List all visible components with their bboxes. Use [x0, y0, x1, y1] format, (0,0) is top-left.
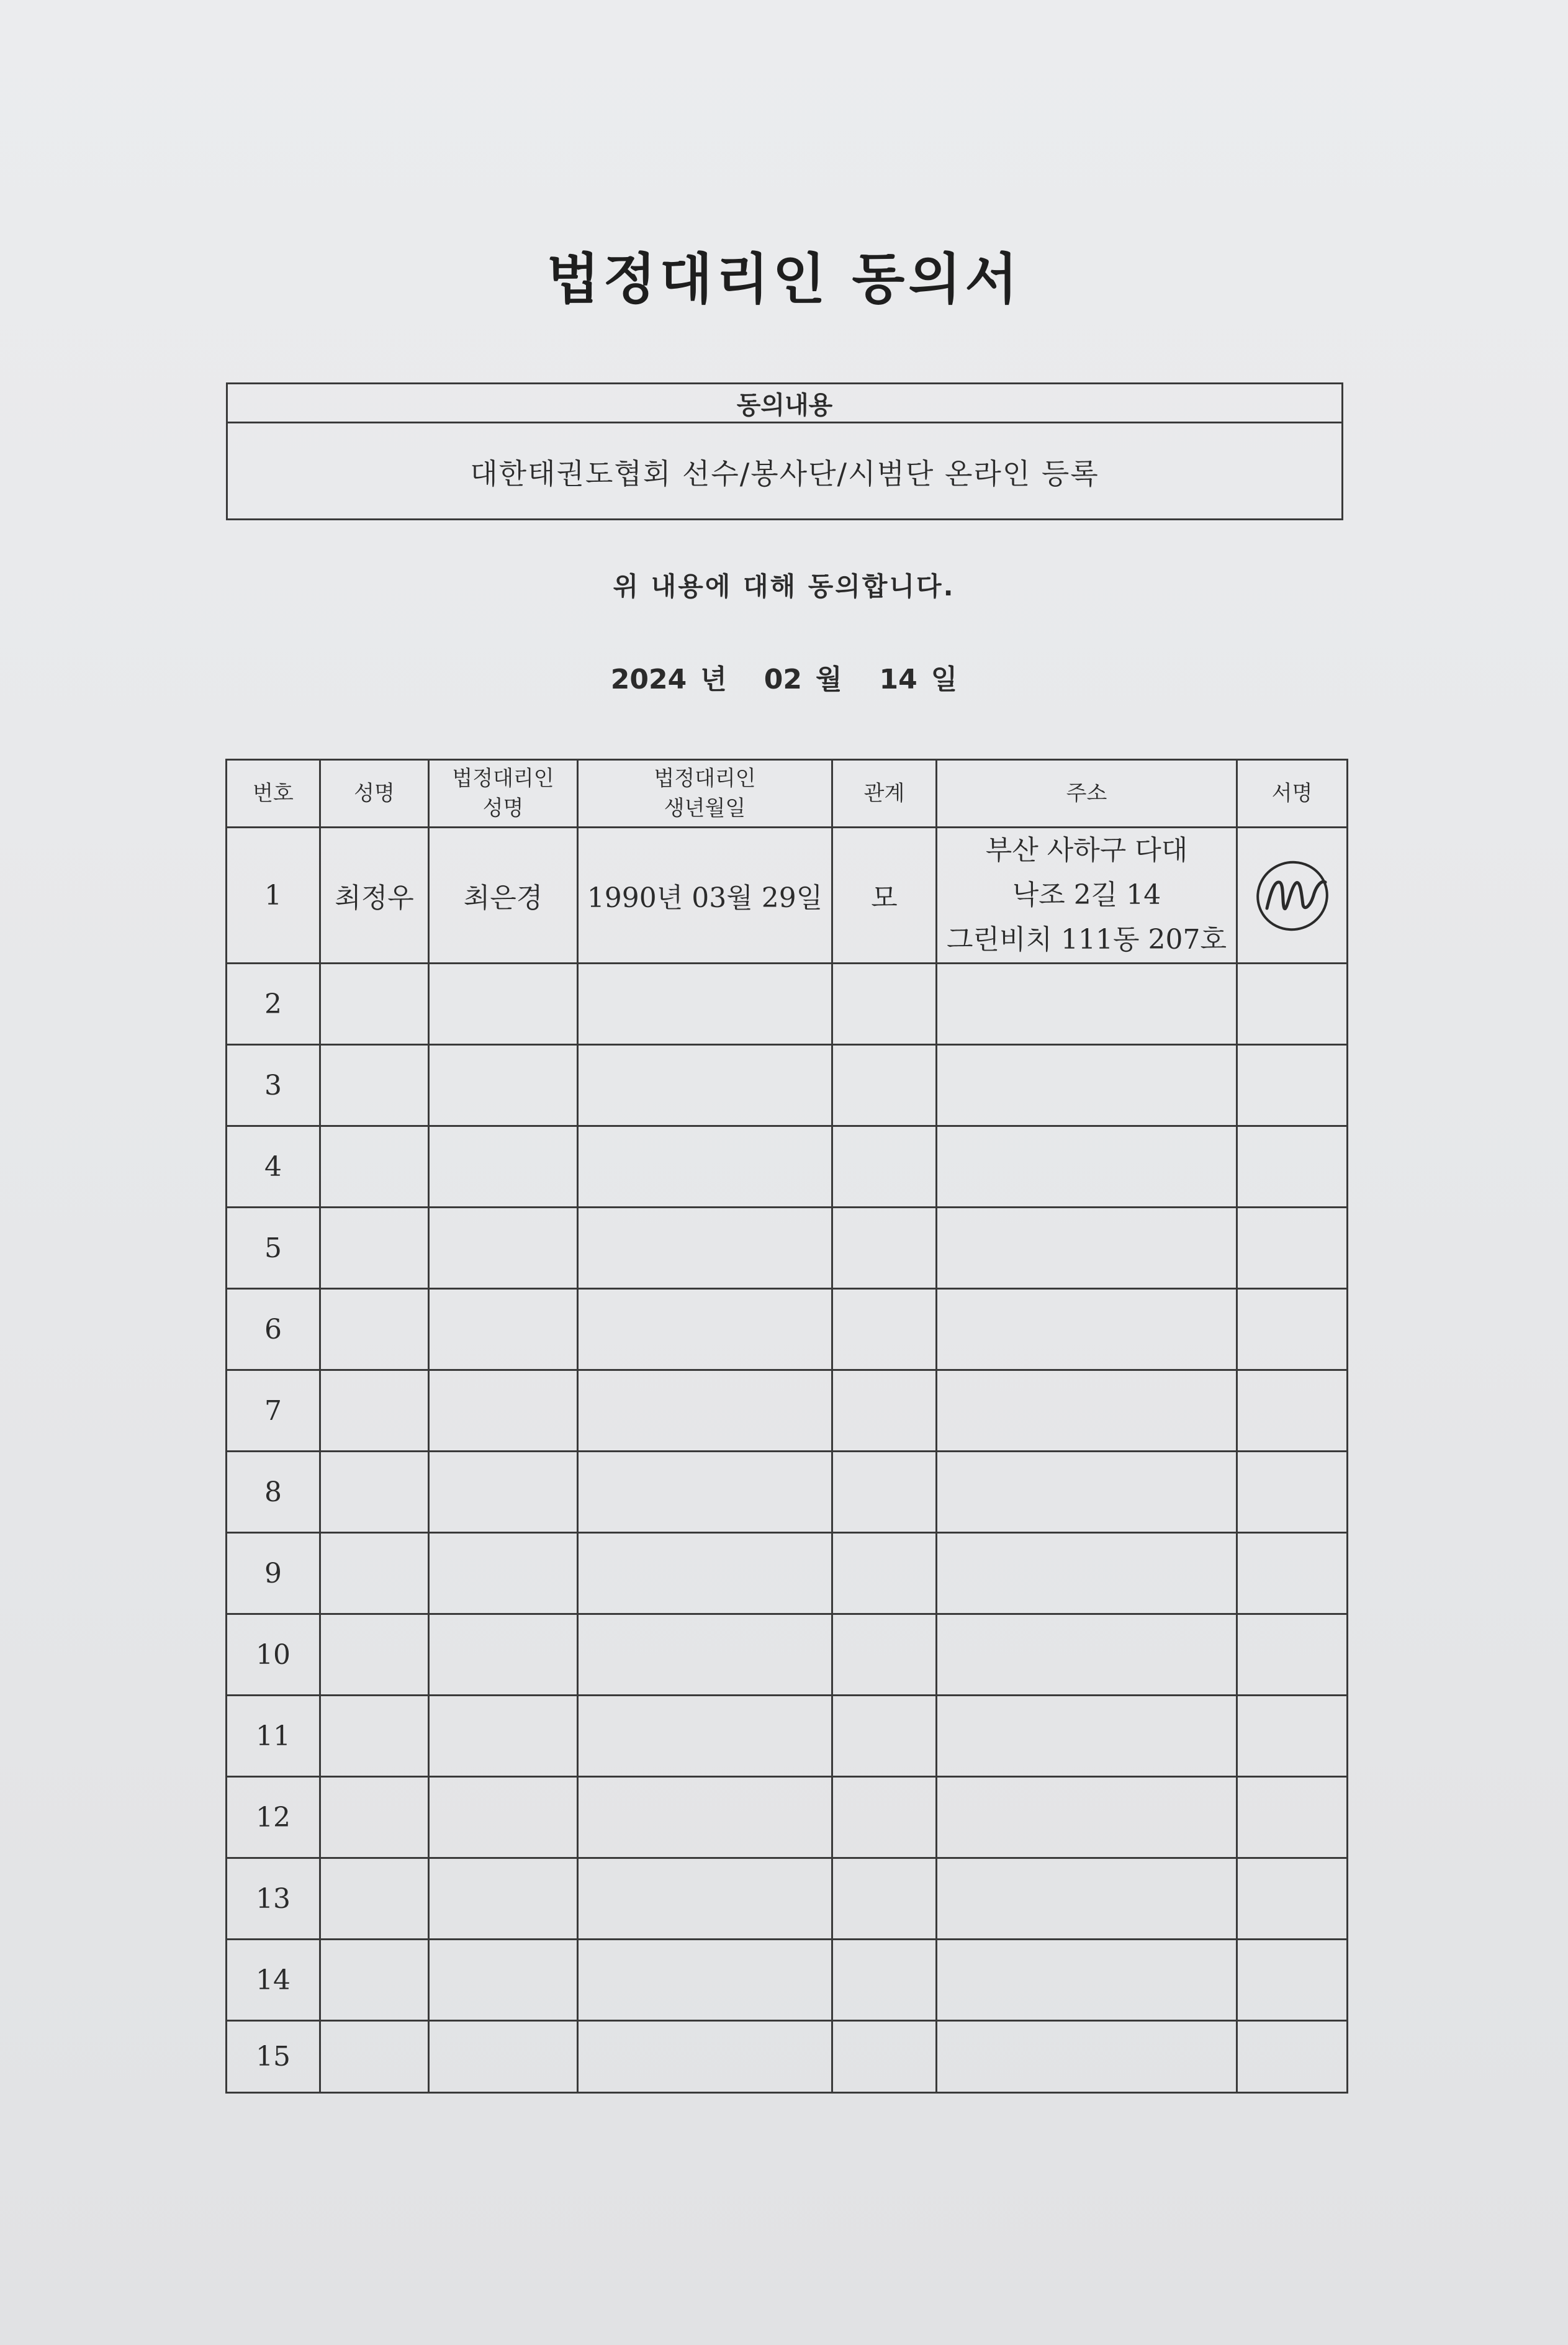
cell-empty [320, 1777, 429, 1858]
cell-no: 11 [227, 1696, 320, 1777]
table-row [227, 1696, 1348, 1777]
cell-empty [429, 1858, 578, 1940]
cell-empty [578, 1696, 832, 1777]
address-line2: 낙조 2길 14 [1012, 879, 1161, 911]
date-month-unit: 월 [815, 664, 842, 695]
cell-empty [1237, 2021, 1348, 2093]
cell-empty [937, 1452, 1237, 1533]
table-row [227, 1858, 1348, 1940]
cell-empty [937, 1126, 1237, 1208]
cell-empty [832, 1533, 937, 1614]
cell-no: 6 [227, 1289, 320, 1370]
table-row [227, 1370, 1348, 1452]
cell-empty [320, 1045, 429, 1126]
handwritten-signature-icon [1252, 855, 1333, 936]
cell-empty [832, 1452, 937, 1533]
cell-empty [937, 1696, 1237, 1777]
cell-empty [1237, 1045, 1348, 1126]
cell-empty [429, 1208, 578, 1289]
cell-empty [578, 1289, 832, 1370]
consent-heading: 동의내용 [228, 384, 1341, 423]
cell-empty [578, 1126, 832, 1208]
cell-empty [832, 1370, 937, 1452]
cell-empty [1237, 1614, 1348, 1696]
cell-empty [832, 1126, 937, 1208]
cell-empty [937, 1940, 1237, 2021]
cell-empty [578, 2021, 832, 2093]
cell-empty [937, 1370, 1237, 1452]
cell-empty [429, 1940, 578, 2021]
cell-empty [320, 1208, 429, 1289]
cell-no: 3 [227, 1045, 320, 1126]
cell-empty [578, 964, 832, 1045]
cell-no: 9 [227, 1533, 320, 1614]
cell-empty [832, 1696, 937, 1777]
cell-empty [429, 1533, 578, 1614]
cell-empty [429, 1452, 578, 1533]
cell-empty [429, 1696, 578, 1777]
date-month: 02 [764, 664, 802, 695]
header-relation: 관계 [832, 760, 937, 828]
header-guardian-birth [578, 760, 832, 828]
cell-empty [937, 1045, 1237, 1126]
cell-empty [832, 1045, 937, 1126]
cell-empty [937, 964, 1237, 1045]
header-signature: 서명 [1237, 760, 1348, 828]
cell-no: 8 [227, 1452, 320, 1533]
cell-empty [1237, 1533, 1348, 1614]
cell-empty [1237, 1940, 1348, 2021]
cell-empty [320, 1452, 429, 1533]
cell-empty [832, 1940, 937, 2021]
consent-box [226, 382, 1343, 520]
table-row [227, 1045, 1348, 1126]
date-day: 14 [879, 664, 917, 695]
header-guardian-name-line2: 성명 [482, 796, 524, 821]
cell-empty [832, 1614, 937, 1696]
cell-empty [937, 2021, 1237, 2093]
cell-empty [578, 1045, 832, 1126]
cell-empty [1237, 1126, 1348, 1208]
agreement-statement: 위 내용에 대해 동의합니다. [613, 571, 955, 602]
registration-table [225, 759, 1348, 2094]
cell-no: 12 [227, 1777, 320, 1858]
cell-empty [1237, 1289, 1348, 1370]
header-guardian-name [429, 760, 578, 828]
consent-content: 대한태권도협회 선수/봉사단/시범단 온라인 등록 [470, 457, 1099, 490]
cell-guardian-birth: 1990년 03월 29일 [578, 828, 832, 964]
cell-empty [320, 1940, 429, 2021]
cell-empty [832, 1777, 937, 1858]
cell-empty [320, 1126, 429, 1208]
cell-empty [429, 1614, 578, 1696]
cell-empty [578, 1208, 832, 1289]
cell-guardian-name: 최은경 [429, 828, 578, 964]
table-header-row [227, 760, 1348, 828]
table-row [227, 828, 1348, 964]
cell-empty [429, 2021, 578, 2093]
cell-empty [320, 1370, 429, 1452]
table-row [227, 1208, 1348, 1289]
cell-name: 최정우 [320, 828, 429, 964]
cell-empty [832, 2021, 937, 2093]
cell-empty [429, 1777, 578, 1858]
table-row [227, 1289, 1348, 1370]
table-row [227, 964, 1348, 1045]
table-row [227, 1533, 1348, 1614]
header-guardian-name-line1: 법정대리인 [452, 766, 554, 791]
table-row [227, 1614, 1348, 1696]
cell-empty [578, 1370, 832, 1452]
cell-empty [937, 1858, 1237, 1940]
cell-empty [1237, 964, 1348, 1045]
cell-empty [1237, 1777, 1348, 1858]
cell-empty [320, 2021, 429, 2093]
cell-empty [937, 1614, 1237, 1696]
cell-empty [429, 1045, 578, 1126]
table-row [227, 1452, 1348, 1533]
cell-no: 1 [227, 828, 320, 964]
cell-no: 7 [227, 1370, 320, 1452]
date-year-unit: 년 [700, 664, 727, 695]
date-day-unit: 일 [930, 664, 958, 695]
cell-empty [832, 1858, 937, 1940]
cell-address [937, 828, 1237, 964]
cell-empty [320, 1696, 429, 1777]
cell-no: 15 [227, 2021, 320, 2093]
cell-empty [429, 1126, 578, 1208]
header-no: 번호 [227, 760, 320, 828]
cell-empty [832, 964, 937, 1045]
table-row [227, 2021, 1348, 2093]
header-name: 성명 [320, 760, 429, 828]
cell-empty [578, 1858, 832, 1940]
cell-empty [937, 1777, 1237, 1858]
cell-empty [320, 1533, 429, 1614]
date-year: 2024 [610, 664, 687, 695]
cell-empty [1237, 1858, 1348, 1940]
header-guardian-birth-line2: 생년월일 [664, 796, 746, 821]
address-line1: 부산 사하구 다대 [985, 834, 1188, 866]
cell-empty [429, 964, 578, 1045]
cell-empty [429, 1370, 578, 1452]
cell-empty [1237, 1208, 1348, 1289]
cell-empty [320, 964, 429, 1045]
cell-empty [832, 1208, 937, 1289]
cell-empty [578, 1777, 832, 1858]
cell-empty [937, 1208, 1237, 1289]
cell-no: 13 [227, 1858, 320, 1940]
cell-empty [937, 1289, 1237, 1370]
cell-empty [937, 1533, 1237, 1614]
header-address: 주소 [937, 760, 1237, 828]
cell-empty [578, 1452, 832, 1533]
table-row [227, 1940, 1348, 2021]
cell-empty [1237, 1452, 1348, 1533]
cell-no: 4 [227, 1126, 320, 1208]
table-row [227, 1126, 1348, 1208]
cell-no: 5 [227, 1208, 320, 1289]
cell-empty [320, 1614, 429, 1696]
cell-empty [578, 1533, 832, 1614]
cell-empty [320, 1289, 429, 1370]
cell-empty [578, 1614, 832, 1696]
address-line3: 그린비치 111동 207호 [947, 924, 1227, 956]
cell-empty [320, 1858, 429, 1940]
cell-empty [832, 1289, 937, 1370]
cell-relation: 모 [832, 828, 937, 964]
date-line [0, 657, 1568, 697]
table-row [227, 1777, 1348, 1858]
header-guardian-birth-line1: 법정대리인 [654, 766, 756, 791]
cell-empty [1237, 1696, 1348, 1777]
cell-empty [429, 1289, 578, 1370]
cell-no: 2 [227, 964, 320, 1045]
cell-empty [1237, 1370, 1348, 1452]
document-title: 법정대리인 동의서 [546, 247, 1022, 311]
cell-no: 10 [227, 1614, 320, 1696]
cell-signature [1237, 828, 1348, 964]
cell-empty [578, 1940, 832, 2021]
cell-no: 14 [227, 1940, 320, 2021]
